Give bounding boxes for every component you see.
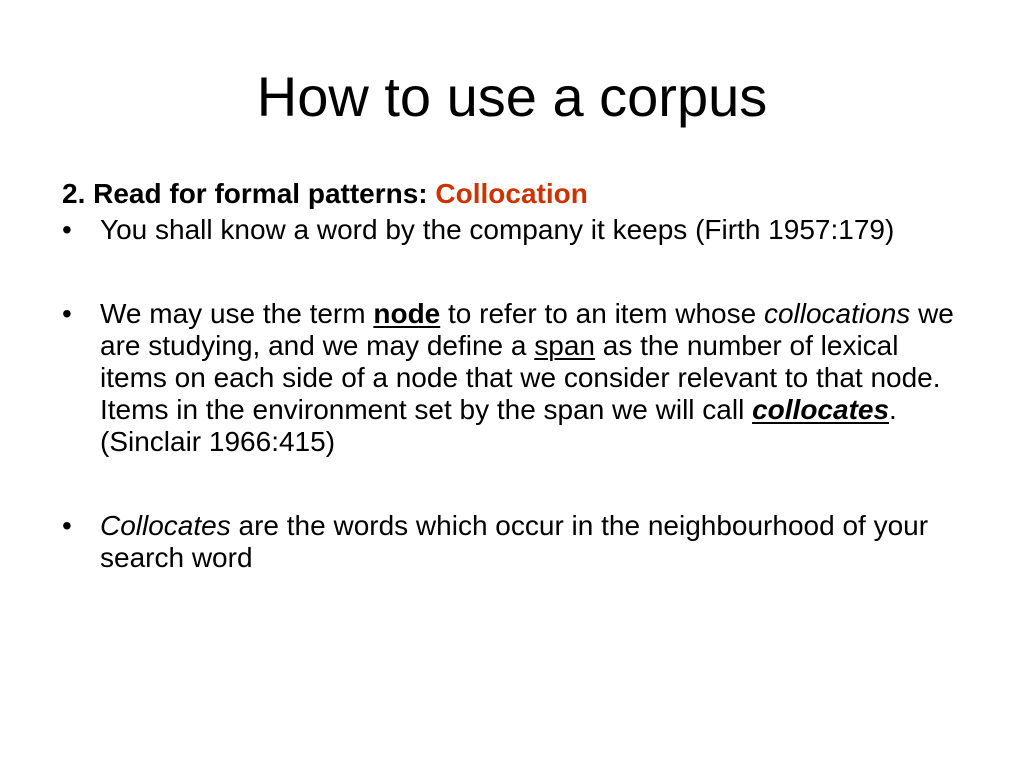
term-collocates — [752, 394, 889, 425]
term-span: span — [534, 330, 595, 361]
bullet-item-sinclair — [62, 298, 972, 458]
text-run: We may use the term — [100, 298, 366, 329]
bullet-text-rich — [100, 510, 972, 574]
section-heading-accent: Collocation — [435, 178, 588, 209]
section-heading-prefix: 2. Read for formal patterns: — [62, 178, 428, 209]
spacer — [62, 458, 972, 510]
bullet-text: You shall know a word by the company it keeps (Firth 1957:179) — [100, 214, 895, 245]
text-run: we are studying, and we may define a — [100, 298, 954, 361]
bullet-icon: • — [62, 510, 72, 541]
section-heading — [62, 178, 972, 210]
term-collocations: collocations — [763, 298, 911, 329]
term-collocates-italic: Collocates — [100, 510, 231, 541]
text-run: to refer to an item whose — [448, 298, 757, 329]
term-collocates-text: collocates — [752, 394, 890, 425]
slide-title: How to use a corpus — [256, 65, 768, 128]
text-run: are the words which occur in the neighbourhood of your search word — [100, 510, 929, 573]
slide-body — [62, 178, 972, 574]
text-run: . (Sinclair 1966:415) — [100, 394, 897, 457]
bullet-icon: • — [62, 214, 72, 245]
term-node: node — [373, 298, 441, 329]
text-run: as the number of lexical items on each side of a node that we consider relevant to that node. Items in the environment set by the span we will call — [100, 330, 941, 425]
bullet-item-firth — [62, 214, 972, 246]
bullet-text-rich — [100, 298, 972, 458]
spacer — [62, 246, 972, 298]
bullet-icon: • — [62, 298, 72, 329]
bullet-item-collocates — [62, 510, 972, 574]
